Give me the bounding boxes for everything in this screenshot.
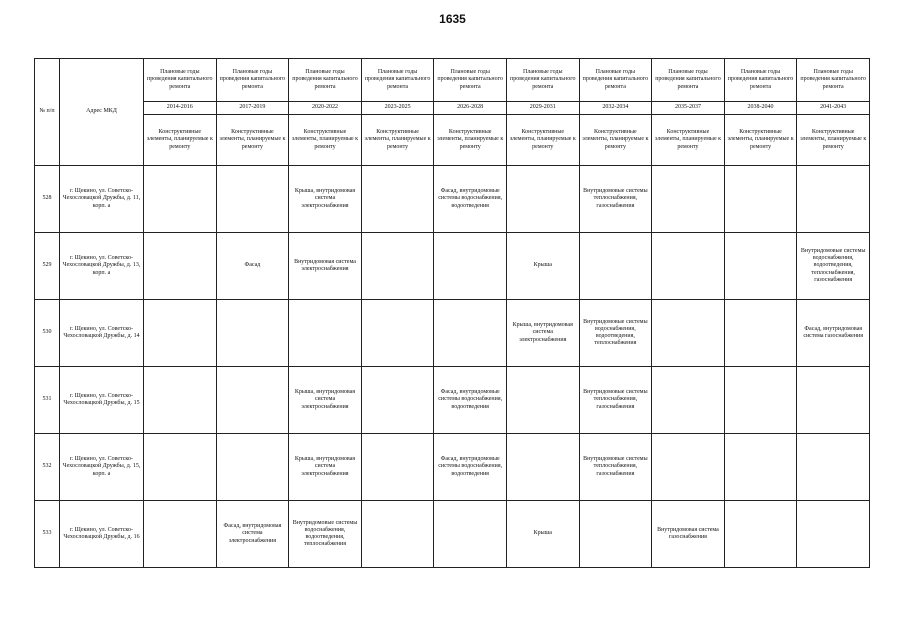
row-cell: Фасад, внутридомовые системы водоснабжения, водоотведения [434,434,507,501]
row-cell [724,434,797,501]
row-cell: Внутридомовые системы теплоснабжения, газоснабжения [579,166,652,233]
header-elements: Конструктивные элементы, планируемые к ремонту [652,115,725,166]
row-cell: Крыша, внутридомовая система электроснабжения [289,367,362,434]
row-cell [724,166,797,233]
row-cell [361,434,434,501]
header-period: Плановые годы проведения капитального ремонта [144,59,217,102]
row-cell: Внутридомовые системы водоснабжения, водоотведения, теплоснабжения [289,501,362,568]
row-cell [506,434,579,501]
header-period: Плановые годы проведения капитального ремонта [506,59,579,102]
row-cell [361,367,434,434]
header-num: № п/п [35,59,60,166]
header-elements: Конструктивные элементы, планируемые к ремонту [289,115,362,166]
row-cell: Крыша, внутридомовая система электроснабжения [289,434,362,501]
row-cell [579,233,652,300]
row-cell [361,501,434,568]
header-year: 2026-2028 [434,102,507,115]
header-period: Плановые годы проведения капитального ремонта [361,59,434,102]
header-elements: Конструктивные элементы, планируемые к ремонту [434,115,507,166]
header-elements: Конструктивные элементы, планируемые к ремонту [506,115,579,166]
header-row-elements [35,115,870,166]
row-cell [797,367,870,434]
header-period: Плановые годы проведения капитального ремонта [579,59,652,102]
row-cell [724,300,797,367]
row-cell: Фасад [216,233,289,300]
header-elements: Конструктивные элементы, планируемые к ремонту [361,115,434,166]
row-cell [652,233,725,300]
table-row [35,501,870,568]
row-cell: Крыша [506,501,579,568]
table-row [35,300,870,367]
row-cell [797,501,870,568]
header-year: 2023-2025 [361,102,434,115]
header-elements: Конструктивные элементы, планируемые к ремонту [579,115,652,166]
header-elements: Конструктивные элементы, планируемые к ремонту [797,115,870,166]
row-cell: Крыша [506,233,579,300]
row-cell: Крыша, внутридомовая система электроснабжения [506,300,579,367]
row-cell [144,233,217,300]
header-period: Плановые годы проведения капитального ремонта [434,59,507,102]
row-number: 530 [35,300,60,367]
row-cell [652,166,725,233]
header-period: Плановые годы проведения капитального ремонта [289,59,362,102]
row-cell [216,434,289,501]
header-row-years [35,102,870,115]
header-year: 2017-2019 [216,102,289,115]
row-cell: Внутридомовые системы теплоснабжения, газоснабжения [579,434,652,501]
row-cell [724,233,797,300]
row-cell [797,166,870,233]
row-cell [797,434,870,501]
row-number: 533 [35,501,60,568]
row-cell [361,166,434,233]
header-elements: Конструктивные элементы, планируемые к ремонту [144,115,217,166]
header-year: 2035-2037 [652,102,725,115]
row-address: г. Щекино, ул. Советско-Чехословацкой Дружбы, д. 14 [60,300,144,367]
row-cell: Крыша, внутридомовая система электроснабжения [289,166,362,233]
row-cell [579,501,652,568]
row-cell [434,300,507,367]
row-number: 532 [35,434,60,501]
row-cell [652,434,725,501]
row-number: 531 [35,367,60,434]
header-address: Адрес МКД [60,59,144,166]
table-row [35,367,870,434]
header-period: Плановые годы проведения капитального ремонта [216,59,289,102]
row-cell [361,300,434,367]
row-cell: Фасад, внутридомовые системы водоснабжения, водоотведения [434,166,507,233]
row-number: 529 [35,233,60,300]
row-cell [652,300,725,367]
row-cell: Внутридомовые системы теплоснабжения, газоснабжения [579,367,652,434]
row-cell [144,166,217,233]
row-cell [216,367,289,434]
header-row-period [35,59,870,102]
row-cell [144,300,217,367]
row-address: г. Щекино, ул. Советско-Чехословацкой Дружбы, д. 15 [60,367,144,434]
row-cell [652,367,725,434]
row-cell: Внутридомовая система газоснабжения [652,501,725,568]
row-cell [289,300,362,367]
header-year: 2032-2034 [579,102,652,115]
row-address: г. Щекино, ул. Советско-Чехословацкой Дружбы, д. 15, корп. а [60,434,144,501]
capital-repair-table [34,58,870,568]
header-period: Плановые годы проведения капитального ремонта [652,59,725,102]
header-period: Плановые годы проведения капитального ремонта [797,59,870,102]
row-cell: Внутридомовая система электроснабжения [289,233,362,300]
row-cell: Фасад, внутридомовая система газоснабжения [797,300,870,367]
header-year: 2038-2040 [724,102,797,115]
page-number: 1635 [439,12,466,26]
table-row [35,166,870,233]
row-cell [724,367,797,434]
table-row [35,233,870,300]
row-cell [361,233,434,300]
table-row [35,434,870,501]
header-year: 2020-2022 [289,102,362,115]
row-cell [506,367,579,434]
row-cell [434,233,507,300]
header-elements: Конструктивные элементы, планируемые к ремонту [216,115,289,166]
row-cell [216,166,289,233]
row-address: г. Щекино, ул. Советско-Чехословацкой Дружбы, д. 11, корп. а [60,166,144,233]
header-year: 2014-2016 [144,102,217,115]
row-address: г. Щекино, ул. Советско-Чехословацкой Дружбы, д. 16 [60,501,144,568]
row-cell [434,501,507,568]
row-cell [144,367,217,434]
row-cell: Внутридомовые системы водоснабжения, водоотведения, теплоснабжения, газоснабжения [797,233,870,300]
row-cell [216,300,289,367]
header-year: 2041-2043 [797,102,870,115]
row-cell: Фасад, внутридомовая система электроснабжения [216,501,289,568]
row-cell: Внутридомовые системы водоснабжения, водоотведения, теплоснабжения [579,300,652,367]
row-number: 528 [35,166,60,233]
row-cell [724,501,797,568]
row-cell [506,166,579,233]
row-cell: Фасад, внутридомовые системы водоснабжения, водоотведения [434,367,507,434]
header-elements: Конструктивные элементы, планируемые к ремонту [724,115,797,166]
header-period: Плановые годы проведения капитального ремонта [724,59,797,102]
row-cell [144,501,217,568]
row-cell [144,434,217,501]
header-year: 2029-2031 [506,102,579,115]
row-address: г. Щекино, ул. Советско-Чехословацкой Дружбы, д. 13, корп. а [60,233,144,300]
